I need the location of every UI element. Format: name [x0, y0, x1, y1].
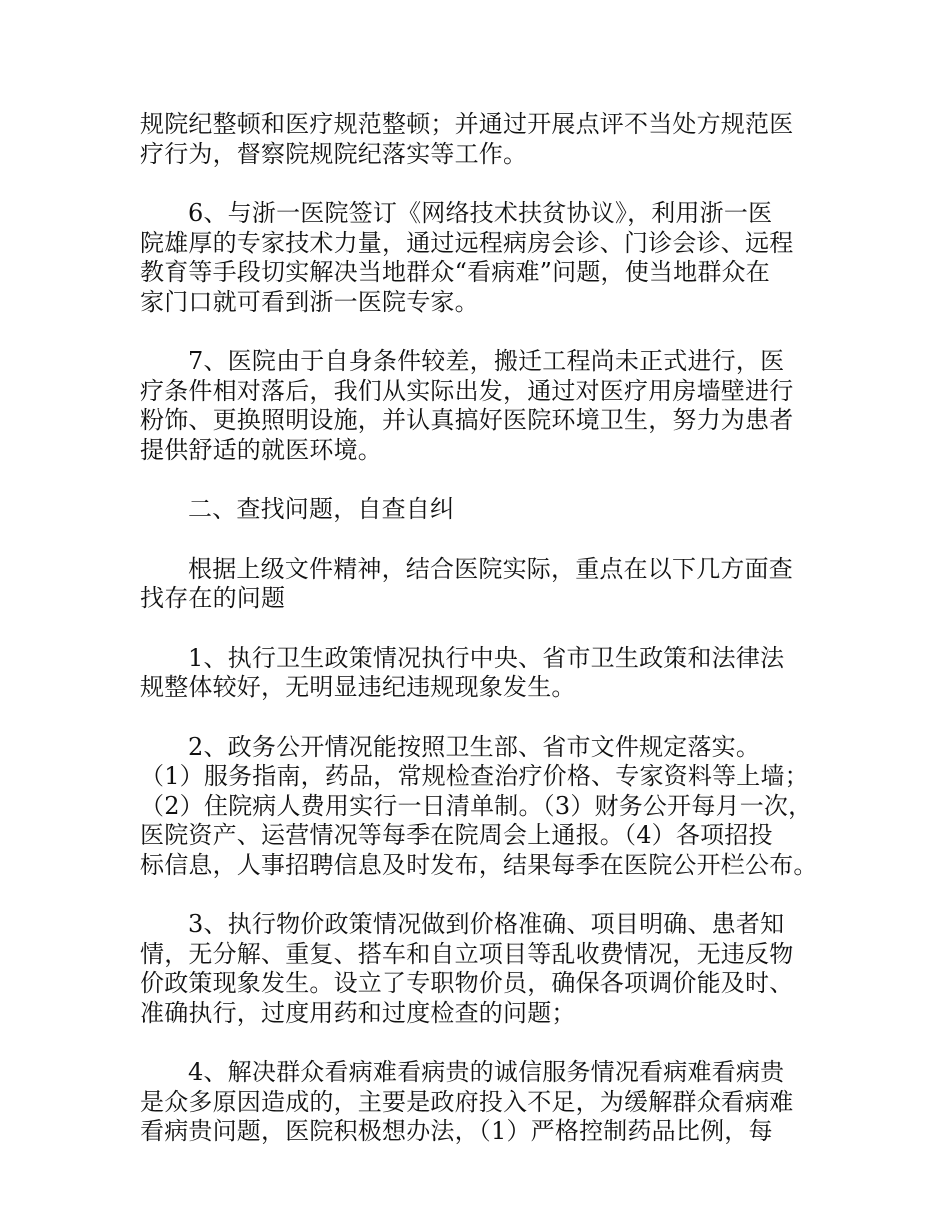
text-line: 6、与浙一医院签订《网络技术扶贫协议》，利用浙一医 [188, 199, 773, 227]
text-line: 规院纪整顿和医疗规范整顿；并通过开展点评不当处方规范医 [140, 110, 794, 138]
text-line: 医院资产、运营情况等每季在院周会上通报。（4）各项招投 [140, 821, 773, 849]
text-line: 疗行为，督察院规院纪落实等工作。 [140, 139, 528, 168]
text-line: 3、执行物价政策情况做到价格准确、项目明确、患者知 [188, 910, 785, 938]
paragraph-9 [140, 1058, 830, 1147]
paragraph-5 [140, 555, 830, 614]
text-line: 情，无分解、重复、搭车和自立项目等乱收费情况，无违反物 [140, 939, 794, 968]
paragraph-8 [140, 910, 830, 1028]
paragraph-1 [140, 110, 830, 169]
text-line: 粉饰、更换照明设施，并认真搞好医院环境卫生，努力为患者 [140, 406, 794, 434]
text-line: 看病贵问题，医院积极想办法，（1）严格控制药品比例，每 [140, 1117, 773, 1145]
paragraph-7 [140, 733, 830, 881]
text-line: 根据上级文件精神，结合医院实际，重点在以下几方面查 [188, 554, 793, 583]
text-line: 4、解决群众看病难看病贵的诚信服务情况看病难看病贵 [188, 1058, 785, 1086]
document-body [140, 110, 830, 1177]
text-line: 家门口就可看到浙一医院专家。 [140, 287, 479, 316]
text-line: 价政策现象发生。设立了专职物价员，确保各项调价能及时、 [140, 969, 794, 997]
text-line: 规整体较好，无明显违纪违规现象发生。 [140, 673, 576, 701]
text-line: 2、政务公开情况能按照卫生部、省市文件规定落实。 [188, 732, 761, 761]
text-line: （1）服务指南，药品，常规检查治疗价格、专家资料等上墙； [140, 762, 809, 790]
text-line: 教育等手段切实解决当地群众“看病难”问题，使当地群众在 [140, 258, 770, 286]
paragraph-2 [140, 199, 830, 317]
text-line: 二、查找问题，自查自纠 [188, 495, 455, 523]
text-line: 是众多原因造成的，主要是政府投入不足，为缓解群众看病难 [140, 1087, 794, 1116]
text-line: 7、医院由于自身条件较差，搬迁工程尚未正式进行，医 [188, 347, 785, 375]
text-line: 院雄厚的专家技术力量，通过远程病房会诊、门诊会诊、远程 [140, 228, 794, 257]
text-line: 疗条件相对落后，我们从实际出发，通过对医疗用房墙壁进行 [140, 376, 794, 405]
text-line: 1、执行卫生政策情况执行中央、省市卫生政策和法律法 [188, 643, 785, 672]
text-line: （2）住院病人费用实行一日清单制。（3）财务公开每月一次， [140, 791, 813, 820]
text-line: 准确执行，过度用药和过度检查的问题； [140, 998, 576, 1027]
section-heading [140, 495, 830, 525]
paragraph-6 [140, 644, 830, 703]
text-line: 找存在的问题 [140, 584, 286, 612]
text-line: 标信息，人事招聘信息及时发布，结果每季在医院公开栏公布。 [140, 850, 818, 879]
paragraph-3 [140, 347, 830, 465]
text-line: 提供舒适的就医环境。 [140, 435, 382, 464]
